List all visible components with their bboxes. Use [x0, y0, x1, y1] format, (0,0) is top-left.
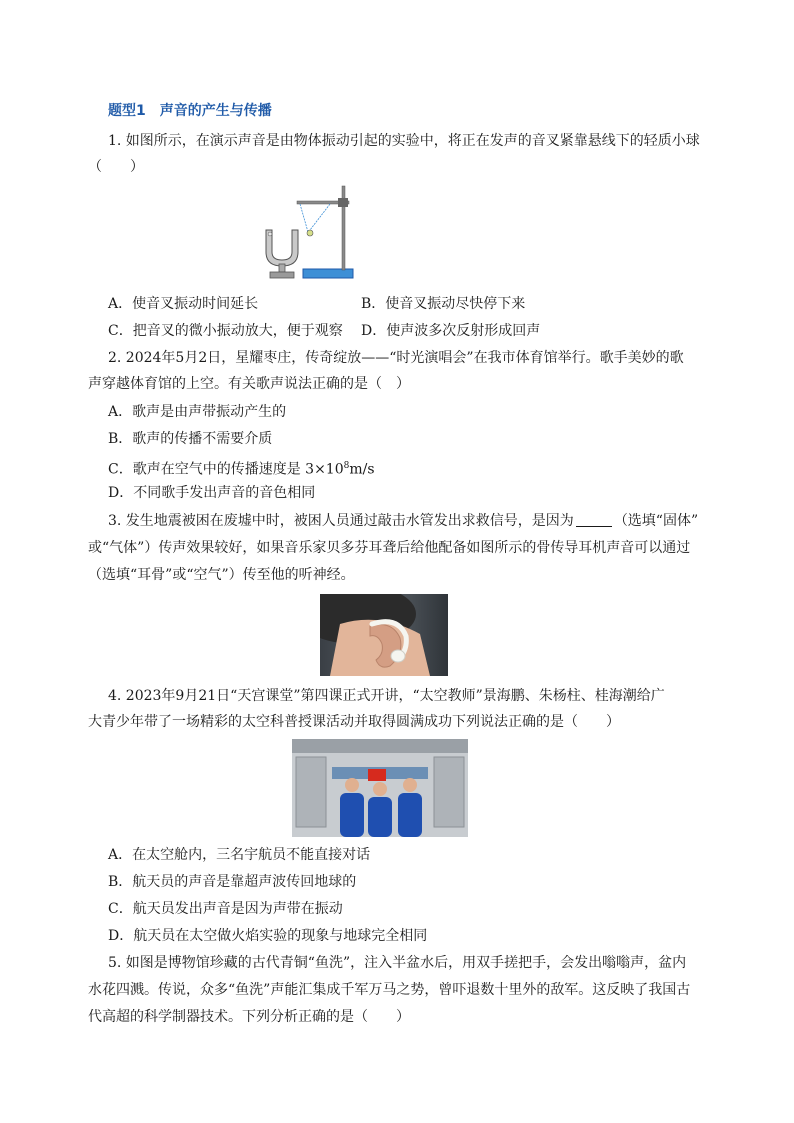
q4-option-d: D．航天员在太空做火焰实验的现象与地球完全相同: [108, 928, 428, 944]
fork-handle: [279, 264, 285, 272]
q1-stem-line1: 1. 如图所示，在演示声音是由物体振动引起的实验中，将正在发声的音叉紧靠悬线下的轻质小球: [108, 133, 700, 149]
q1-option-d: D．使声波多次反射形成回声: [361, 323, 541, 339]
q4-option-c: C．航天员发出声音是因为声带在振动: [108, 901, 343, 917]
q2-option-d: D．不同歌手发出声音的音色相同: [108, 485, 316, 501]
q2-stem-line2: 声穿越体育馆的上空。有关歌声说法正确的是（ ）: [88, 376, 410, 392]
section-title: [108, 100, 272, 120]
space-station-photo: [292, 739, 468, 837]
q2-option-c: [108, 456, 375, 480]
stand-clamp: [338, 198, 348, 207]
string: [300, 204, 308, 232]
q3-stem-line1-tail: （选填“固体”: [613, 513, 699, 529]
q2-option-c-exponent: 8: [343, 461, 350, 471]
q3-stem-line1: [108, 511, 698, 531]
cabin-ceiling: [292, 739, 468, 753]
q3-stem-line3: （选填“耳骨”或“空气”）传至他的听神经。: [88, 567, 355, 583]
flag: [368, 769, 386, 781]
light-ball: [307, 230, 313, 236]
q5-stem-line2: 水花四溅。传说，众多“鱼洗”声能汇集成千军万马之势，曾吓退数十里外的敌军。这反映了我国古: [88, 982, 691, 998]
q2-option-c-unit: m/s: [349, 461, 375, 478]
section-label: 题型1: [108, 103, 146, 119]
bone-conduction-earphone-photo: [320, 594, 448, 676]
q4-option-a: A．在太空舱内，三名宇航员不能直接对话: [108, 847, 371, 863]
q2-option-a: A．歌声是由声带振动产生的: [108, 404, 287, 420]
q1-stem-line2: （ ）: [88, 159, 144, 175]
q1-option-c: C．把音叉的微小振动放大，便于观察: [108, 323, 343, 339]
q4-stem-line1: 4. 2023年9月21日“天宫课堂”第四课正式开讲，“太空教师”景海鹏、朱杨柱、桂海潮给广: [108, 688, 665, 704]
q5-stem-line1: 5. 如图是博物馆珍藏的古代青铜“鱼洗”，注入半盆水后，用双手搓把手，会发出嗡嗡声，盆内: [108, 955, 687, 971]
q4-option-b: B．航天员的声音是靠超声波传回地球的: [108, 874, 357, 890]
answer-blank[interactable]: [576, 512, 612, 527]
fork-base: [270, 272, 294, 278]
q3-stem-line2: 或“气体”）传声效果较好，如果音乐家贝多芬耳聋后给他配备如图所示的骨传导耳机声音可以通过: [88, 540, 691, 556]
cabin-panel-right: [434, 757, 464, 827]
stand-base: [303, 269, 353, 278]
q1-option-b: B．使音叉振动尽快停下来: [361, 296, 526, 312]
q3-stem-line1-text: 3. 发生地震被困在废墟中时，被困人员通过敲击水管发出求救信号，是因为: [108, 513, 574, 529]
q2-stem-line1: 2. 2024年5月2日，星耀枣庄，传奇绽放——“时光演唱会”在我市体育馆举行。歌手美妙的歌: [108, 350, 684, 366]
sound-ball: [268, 232, 272, 236]
q5-stem-line3: 代高超的科学制器技术。下列分析正确的是（ ）: [88, 1009, 410, 1025]
cabin-panel-left: [296, 757, 326, 827]
q2-option-b: B．歌声的传播不需要介质: [108, 431, 273, 447]
string-2: [310, 204, 330, 230]
earphone-pad: [391, 650, 405, 662]
tuning-fork-figure: [258, 182, 358, 282]
section-heading: 声音的产生与传播: [159, 103, 272, 119]
q2-option-c-text: C．歌声在空气中的传播速度是 3×10: [108, 461, 344, 478]
q4-stem-line2: 大青少年带了一场精彩的太空科普授课活动并取得圆满成功下列说法正确的是（ ）: [88, 714, 620, 730]
q1-option-a: A．使音叉振动时间延长: [108, 296, 259, 312]
